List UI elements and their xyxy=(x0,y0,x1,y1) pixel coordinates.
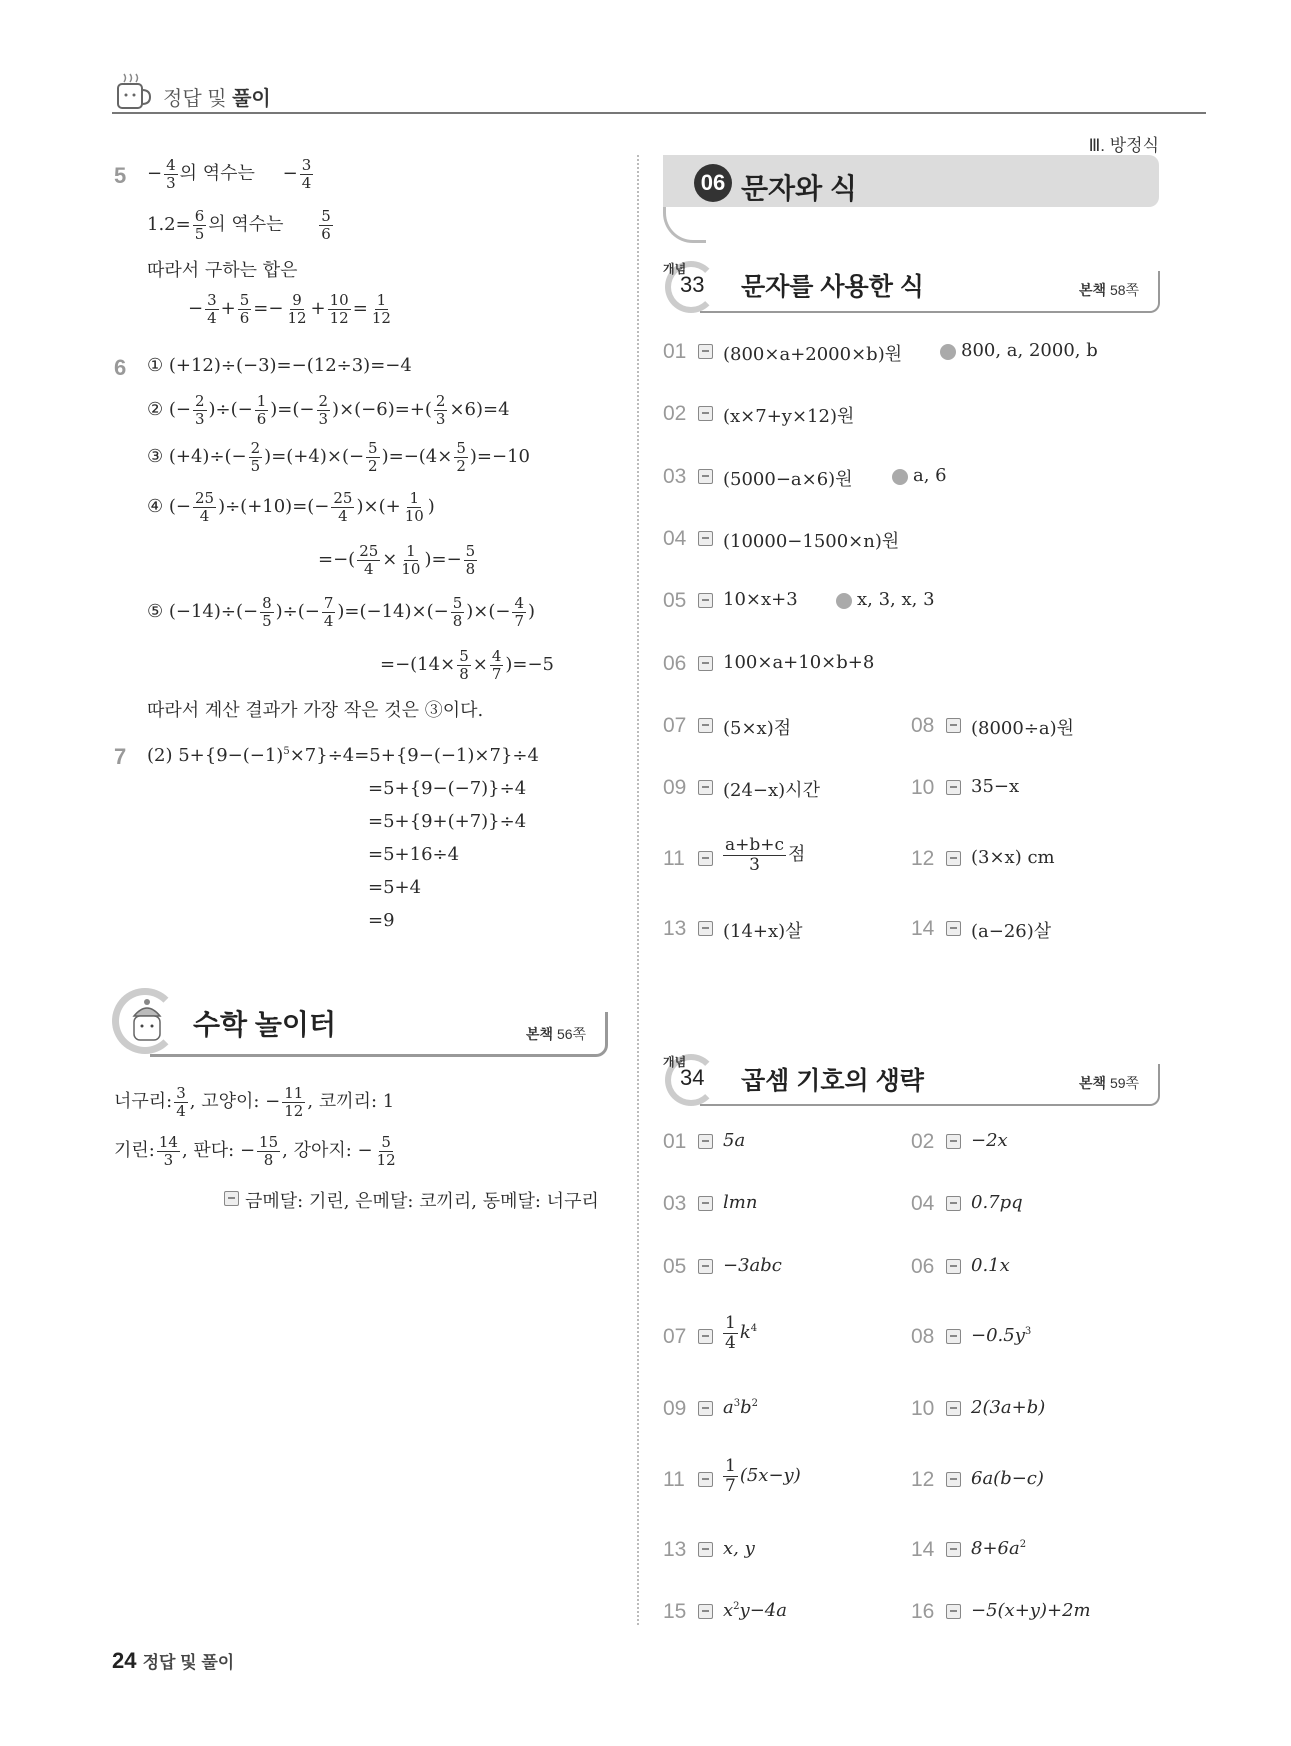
answer-number: 13 xyxy=(663,917,687,940)
problem-line: ③ (+4)÷(− $\frac{2}{5}$ )=(+4)×(− $\frac{5}{2}$ )=−(4× $\frac{5}{2}$ )=−10 xyxy=(147,439,530,475)
answer-icon xyxy=(698,1472,713,1487)
problem-line: − $\frac{3}{4}$ + $\frac{5}{6}$ =− $\frac{9}{12}$ + $\frac{10}{12}$ = $\frac{1}{12}$ xyxy=(188,291,391,327)
answer-icon xyxy=(946,1259,961,1274)
section-tag: Ⅲ. 방정식 xyxy=(1088,136,1159,155)
answer-icon xyxy=(698,1329,713,1344)
problem-line: ① (+12)÷(−3)=−(12÷3)=−4 xyxy=(147,355,412,376)
hint-text: 800, a, 2000, b xyxy=(961,340,1098,361)
answer-icon xyxy=(698,344,713,359)
cup-icon xyxy=(112,70,156,114)
problem-line: =5+{9−(−7)}÷4 xyxy=(368,778,527,799)
concept-number: 34 xyxy=(680,1065,705,1090)
answer-number: 05 xyxy=(663,1255,687,1278)
answer-number: 01 xyxy=(663,340,687,363)
concept-label: 개념 xyxy=(663,1055,687,1069)
answer-text: −5(x+y)+2m xyxy=(971,1600,1091,1621)
answer-number: 16 xyxy=(911,1600,935,1623)
answer-text: −2x xyxy=(971,1130,1008,1151)
answer-text: (5×x)점 xyxy=(723,718,792,739)
column-divider xyxy=(637,155,639,1625)
problem-line: ⑤ (−14)÷(− $\frac{8}{5}$ )÷(− $\frac{7}{4}$ )=(−14)×(− $\frac{5}{8}$ )×(− $\frac{4}{7}$ ) xyxy=(147,594,536,630)
answer-number: 11 xyxy=(663,847,685,870)
answer-number: 10 xyxy=(911,1397,935,1420)
page-header-title: 정답 및 풀이 xyxy=(163,88,271,110)
answer-text: 5a xyxy=(723,1130,746,1151)
answer-text: 6a(b−c) xyxy=(971,1468,1044,1489)
chapter-number-badge: 06 xyxy=(694,164,732,202)
hint-text: x, 3, x, 3 xyxy=(857,589,935,610)
answer-icon xyxy=(946,780,961,795)
answer-number: 06 xyxy=(911,1255,935,1278)
answer-text: (10000−1500×n)원 xyxy=(723,531,900,552)
problem-line: 1.2= $\frac{6}{5}$ 의 역수는 $\frac{5}{6}$ xyxy=(147,207,331,243)
answer-text: $\frac{a+b+c}{3}$ 점 xyxy=(725,835,806,875)
chapter-banner xyxy=(663,155,1159,207)
answer-number: 07 xyxy=(663,714,687,737)
page-footer xyxy=(112,1648,234,1674)
answer-text: lmn xyxy=(723,1192,758,1213)
book-page-ref: 본책 58쪽 xyxy=(1079,282,1140,298)
answer-text: $\frac{1}{4}$ $k^4$ xyxy=(725,1313,758,1353)
problem-line: 따라서 구하는 합은 xyxy=(147,260,298,281)
answer-text: 10×x+3 xyxy=(723,589,798,610)
answer-number: 08 xyxy=(911,1325,935,1348)
answer-icon xyxy=(698,531,713,546)
hint-text: a, 6 xyxy=(913,465,947,486)
answer-icon xyxy=(946,1401,961,1416)
answer-icon xyxy=(698,1259,713,1274)
answer-number: 08 xyxy=(911,714,935,737)
answer-number: 12 xyxy=(911,1468,935,1491)
problem-line: =−(14× $\frac{5}{8}$ × $\frac{4}{7}$ )=−5 xyxy=(380,647,555,683)
answer-number: 11 xyxy=(663,1468,685,1491)
answer-text: 100×a+10×b+8 xyxy=(723,652,875,673)
answer-text: −3abc xyxy=(723,1255,782,1276)
answer-number: 06 xyxy=(663,652,687,675)
answer-text: (a−26)살 xyxy=(971,921,1052,942)
answer-text: $-0.5y^3$ xyxy=(971,1325,1032,1346)
answer-icon xyxy=(946,718,961,733)
answer-number: 03 xyxy=(663,465,687,488)
answer-icon xyxy=(698,656,713,671)
answer-number: 14 xyxy=(911,917,935,940)
answer-icon xyxy=(946,851,961,866)
problem-line: − $\frac{4}{3}$ 의 역수는 − $\frac{3}{4}$ xyxy=(147,156,312,192)
answer-number: 04 xyxy=(663,527,687,550)
answer-text: $8+6a^2$ xyxy=(971,1538,1027,1559)
answer-number: 02 xyxy=(911,1130,935,1153)
answer-icon xyxy=(946,1134,961,1149)
answer-number: 10 xyxy=(911,776,935,799)
book-page-ref: 본책 56쪽 xyxy=(526,1026,587,1042)
answer-number: 12 xyxy=(911,847,935,870)
answer-text: $\frac{1}{7}$ (5x−y) xyxy=(725,1456,801,1496)
answer-text: x, y xyxy=(723,1538,755,1559)
answer-number: 14 xyxy=(911,1538,935,1561)
answer-number: 09 xyxy=(663,1397,687,1420)
answer-icon xyxy=(698,921,713,936)
answer-text: (5000−a×6)원 xyxy=(723,469,853,490)
hint-pencil-icon xyxy=(892,469,908,485)
fun-zone-title: 수학 놀이터 xyxy=(193,1009,337,1040)
answer-text: $x^2y-4a$ xyxy=(723,1600,787,1621)
answer-icon xyxy=(698,406,713,421)
problem-line: 따라서 계산 결과가 가장 작은 것은 ③이다. xyxy=(147,700,484,721)
answer-icon xyxy=(698,593,713,608)
answer-number: 05 xyxy=(663,589,687,612)
answer-text: $a^3b^2$ xyxy=(723,1397,759,1418)
answer-icon xyxy=(698,469,713,484)
problem-line: =9 xyxy=(368,910,395,931)
answer-icon xyxy=(946,1472,961,1487)
concept-label: 개념 xyxy=(663,262,687,276)
answer-icon xyxy=(946,1542,961,1557)
answer-icon xyxy=(698,1401,713,1416)
answer-icon xyxy=(224,1191,239,1206)
answer-icon xyxy=(698,780,713,795)
problem-number: 6 xyxy=(114,355,127,380)
fun-final-answer: 금메달: 기린, 은메달: 코끼리, 동메달: 너구리 xyxy=(245,1191,599,1212)
header-rule xyxy=(112,112,1206,114)
answer-icon xyxy=(698,1196,713,1211)
problem-line: ② (− $\frac{2}{3}$ )÷(− $\frac{1}{6}$ )=(− $\frac{2}{3}$ )×(−6)=+( $\frac{2}{3}$ ×6)=4 xyxy=(147,392,510,428)
answer-text: 0.7pq xyxy=(971,1192,1023,1213)
book-page-ref: 본책 59쪽 xyxy=(1079,1075,1140,1091)
answer-number: 01 xyxy=(663,1130,687,1153)
concept-title: 문자를 사용한 식 xyxy=(741,273,924,301)
answer-icon xyxy=(946,1329,961,1344)
concept-number: 33 xyxy=(680,272,705,297)
fun-answer-line: 기린: $\frac{14}{3}$ , 판다: − $\frac{15}{8}$ , 강아지: − $\frac{5}{12}$ xyxy=(114,1133,396,1169)
answer-text: (3×x) cm xyxy=(971,847,1055,868)
answer-number: 09 xyxy=(663,776,687,799)
hint-pencil-icon xyxy=(836,593,852,609)
answer-number: 15 xyxy=(663,1600,687,1623)
concept-title: 곱셈 기호의 생략 xyxy=(741,1067,924,1095)
answer-number: 13 xyxy=(663,1538,687,1561)
footer-text: 정답 및 풀이 xyxy=(142,1653,235,1672)
problem-line: =5+{9+(+7)}÷4 xyxy=(368,811,527,832)
answer-icon xyxy=(698,718,713,733)
problem-line: =5+16÷4 xyxy=(368,844,460,865)
answer-text: (24−x)시간 xyxy=(723,780,820,801)
answer-icon xyxy=(698,1542,713,1557)
problem-line: ④ (− $\frac{25}{4}$ )÷(+10)=(− $\frac{25}{4}$ )×(+ $\frac{1}{10}$ ) xyxy=(147,489,435,525)
answer-icon xyxy=(946,1604,961,1619)
answer-text: (x×7+y×12)원 xyxy=(723,406,855,427)
answer-number: 02 xyxy=(663,402,687,425)
answer-number: 03 xyxy=(663,1192,687,1215)
answer-text: 2(3a+b) xyxy=(971,1397,1046,1418)
problem-number: 7 xyxy=(114,744,127,769)
answer-icon xyxy=(946,921,961,936)
answer-text: 35−x xyxy=(971,776,1020,797)
hint-pencil-icon xyxy=(940,344,956,360)
answer-text: 0.1x xyxy=(971,1255,1010,1276)
answer-number: 04 xyxy=(911,1192,935,1215)
problem-line: =−( $\frac{25}{4}$ × $\frac{1}{10}$ )=− $\frac{5}{8}$ xyxy=(318,542,476,578)
answer-number: 07 xyxy=(663,1325,687,1348)
fun-answer-line: 너구리: $\frac{3}{4}$ , 고양이: − $\frac{11}{12}$ , 코끼리: 1 xyxy=(114,1084,395,1120)
answer-icon xyxy=(698,1604,713,1619)
answer-text: (14+x)살 xyxy=(723,921,803,942)
chapter-title: 문자와 식 xyxy=(741,173,857,204)
problem-line: (2) $5+\{9-(-1)^5\times 7\}\div 4=5+\{9-(-1)\times 7\}\div 4$ xyxy=(147,745,539,766)
problem-number: 5 xyxy=(114,163,127,188)
answer-text: (8000÷a)원 xyxy=(971,718,1075,739)
problem-line: =5+4 xyxy=(368,877,422,898)
answer-text: (800×a+2000×b)원 xyxy=(723,344,903,365)
answer-icon xyxy=(698,1134,713,1149)
answer-icon xyxy=(946,1196,961,1211)
answer-icon xyxy=(698,851,713,866)
page-number: 24 xyxy=(112,1648,137,1673)
